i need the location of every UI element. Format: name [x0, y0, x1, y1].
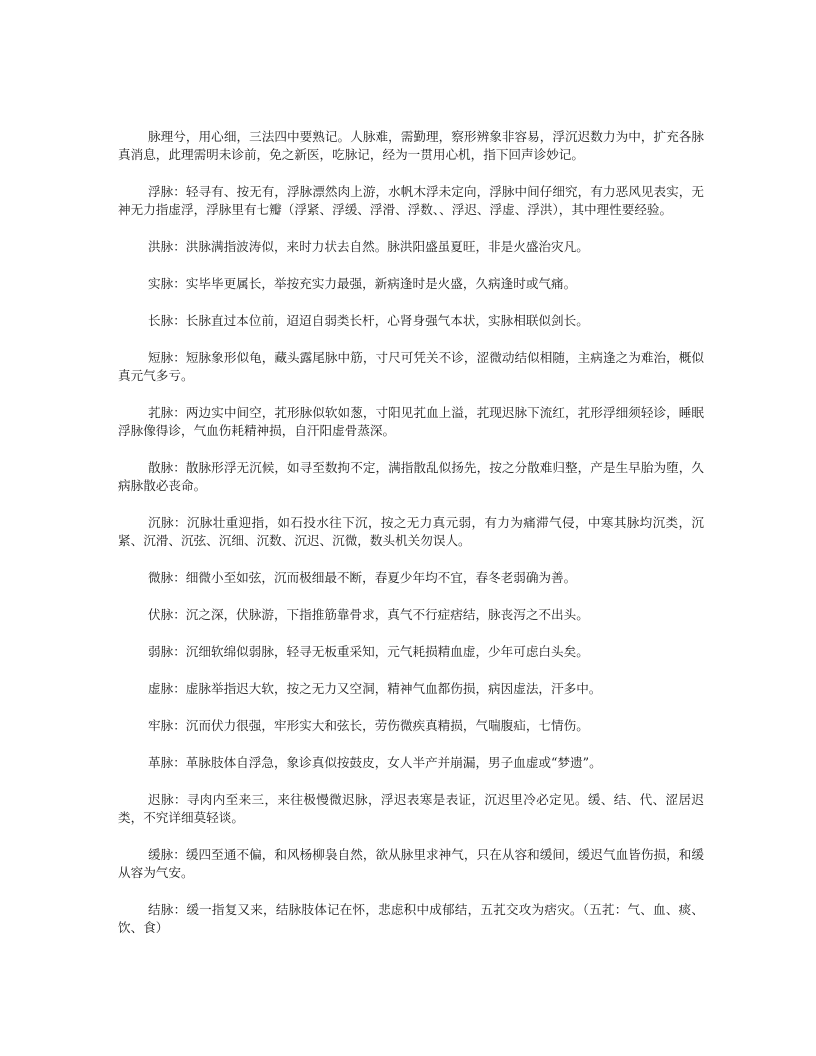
paragraph-hong-mai: 洪脉：洪脉满指波涛似，来时力状去自然。脉洪阳盛虽夏旺，非是火盛治灾凡。 — [148, 239, 589, 254]
paragraph-ge-mai: 革脉：革脉肢体自浮急，象诊真似按鼓皮，女人半产并崩漏，男子血虚或“梦遗”。 — [148, 755, 602, 770]
paragraph-chen-mai: 沉脉：沉脉壮重迎指，如石投水往下沉，按之无力真元弱，有力为痛滞气侵，中寒其脉均沉类，沉紧、沉滑、沉弦、沉细、沉数、沉迟、沉微，数头机关勿误人。 — [118, 515, 704, 548]
paragraph-fu-mai-hidden: 伏脉：沉之深，伏脉游，下指推筋靠骨求，真气不行症痞结，脉丧泻之不出头。 — [148, 607, 589, 622]
paragraph-xu-mai: 虚脉：虚脉举指迟大软，按之无力又空洞，精神气血都伤损，病因虚法，汗多中。 — [148, 681, 602, 696]
intro-paragraph: 脉理兮，用心细，三法四中要熟记。人脉难，需勤理，察形辨象非容易，浮沉迟数力为中，扩充各脉真消息，此理需明未诊前，免之新医，吃脉记，经为一贯用心机，指下回声诊妙记。 — [118, 129, 704, 162]
paragraph-fu-mai: 浮脉：轻寻有、按无有，浮脉漂然肉上游，水帆木浮未定向，浮脉中间仔细究，有力恶风见表实，无神无力指虚浮，浮脉里有七瓣（浮紧、浮缓、浮滑、浮数、、浮迟、浮虚、浮洪），其中理性要经验。 — [118, 184, 704, 217]
paragraph-duan-mai: 短脉：短脉象形似龟，藏头露尾脉中筋，寸尺可凭关不诊，涩微动结似相随，主病逢之为难治，概似真元气多亏。 — [118, 350, 704, 383]
paragraph-kou-mai: 芤脉：两边实中间空，芤形脉似软如葱，寸阳见芤血上溢，芤现迟脉下流红，芤形浮细须轻诊，睡眠浮脉像得诊，气血伤耗精神损，自汗阳虚骨蒸深。 — [118, 405, 704, 438]
paragraph-san-mai: 散脉：散脉形浮无沉候，如寻至数拘不定，满指散乱似扬先，按之分散难归整，产是生早胎为堕，久病脉散必丧命。 — [118, 460, 704, 493]
paragraph-chi-mai: 迟脉：寻肉内至来三，来往极慢微迟脉，浮迟表寒是表证，沉迟里冷必定见。缓、结、代、涩居迟类，不究详细莫轻谈。 — [118, 792, 704, 825]
paragraph-huan-mai: 缓脉：缓四至通不偏，和风杨柳袅自然，欲从脉里求神气，只在从容和缓间，缓迟气血皆伤损，和缓从容为气安。 — [118, 847, 704, 880]
paragraph-ruo-mai: 弱脉：沉细软绵似弱脉，轻寻无板重采知，元气耗损精血虚，少年可虑白头矣。 — [148, 644, 589, 659]
paragraph-shi-mai: 实脉：实毕毕更属长，举按充实力最强，新病逢时是火盛，久病逢时或气痛。 — [148, 276, 577, 291]
paragraph-wei-mai: 微脉：细微小至如弦，沉而极细最不断，春夏少年均不宜，春冬老弱确为善。 — [148, 570, 577, 585]
document-page — [118, 128, 704, 956]
paragraph-lao-mai: 牢脉：沉而伏力很强，牢形实大和弦长，劳伤微疾真精损，气喘腹疝，七情伤。 — [148, 718, 589, 733]
paragraph-chang-mai: 长脉：长脉直过本位前，迢迢自弱类长杆，心肾身强气本状，实脉相联似剑长。 — [148, 313, 589, 328]
paragraph-jie-mai: 结脉：缓一指复又来，结脉肢体记在怀，悲虑积中成郁结，五芤交攻为痞灾。（五芤：气、血、痰、饮、食） — [118, 902, 704, 935]
